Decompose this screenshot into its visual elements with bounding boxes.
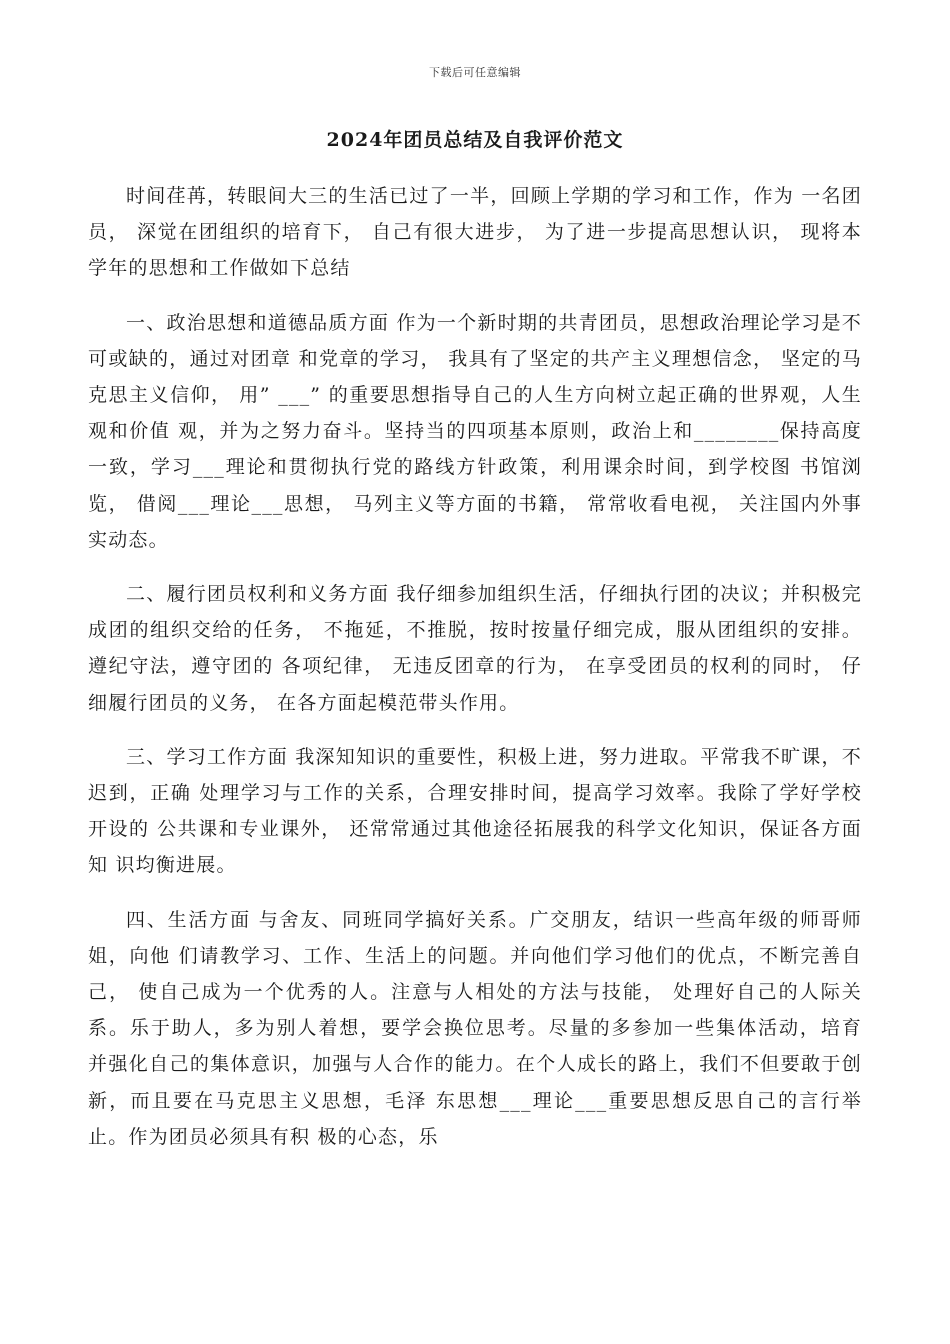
- paragraph-political-thought: 一、政治思想和道德品质方面 作为一个新时期的共青团员，思想政治理论学习是不可或缺的，通过对团章 和党章的学习， 我具有了坚定的共产主义理想信念， 坚定的马克思主义信仰， 用” ___” 的重要思想指导自己的人生方向树立起正确的世界观，人生观和价值 观，并为之努力奋斗。坚持当的四项基本原则，政治上和________保持高度 一致，学习___理论和贯彻执行党的路线方针政策，利用课余时间，到学校图 书馆浏览， 借阅___理论___思想， 马列主义等方面的书籍， 常常收看电视， 关注国内外事实动态。: [88, 311, 862, 551]
- document-body: [88, 178, 862, 1173]
- document-title: 2024年团员总结及自我评价范文: [326, 129, 624, 151]
- paragraph-study-work: 三、学习工作方面 我深知知识的重要性，积极上进，努力进取。平常我不旷课，不迟到，正确 处理学习与工作的关系，合理安排时间，提高学习效率。我除了学好学校开设的 公共课和专业课外， 还常常通过其他途径拓展我的科学文化知识，保证各方面知 识均衡进展。: [88, 745, 862, 877]
- paragraph-intro: 时间荏苒，转眼间大三的生活已过了一半，回顾上学期的学习和工作，作为 一名团员， 深觉在团组织的培育下， 自己有很大进步， 为了进一步提高思想认识， 现将本学年的思想和工作做如下总结: [88, 185, 862, 280]
- paragraph-member-rights: 二、履行团员权利和义务方面 我仔细参加组织生活，仔细执行团的决议；并积极完成团的组织交给的任务， 不拖延，不推脱，按时按量仔细完成，服从团组织的安排。遵纪守法，遵守团的 各项纪律， 无违反团章的行为， 在享受团员的权利的同时， 仔细履行团员的义务， 在各方面起模范带头作用。: [88, 583, 862, 714]
- paragraph-life: 四、生活方面 与舍友、同班同学搞好关系。广交朋友，结识一些高年级的师哥师姐，向他 们请教学习、工作、生活上的问题。并向他们学习他们的优点，不断完善自己， 使自己成为一个优秀的人。注意与人相处的方法与技能， 处理好自己的人际关系。乐于助人，多为别人着想，要学会换位思考。尽量的多参加一些集体活动，培育 并强化自己的集体意识，加强与人合作的能力。在个人成长的路上，我们不但要敢于创新，而且要在马克思主义思想，毛泽 东思想___理论___重要思想反思自己的言行举止。作为团员必须具有积 极的心态，乐: [88, 908, 862, 1148]
- page-header-note: 下载后可任意编辑: [429, 66, 521, 79]
